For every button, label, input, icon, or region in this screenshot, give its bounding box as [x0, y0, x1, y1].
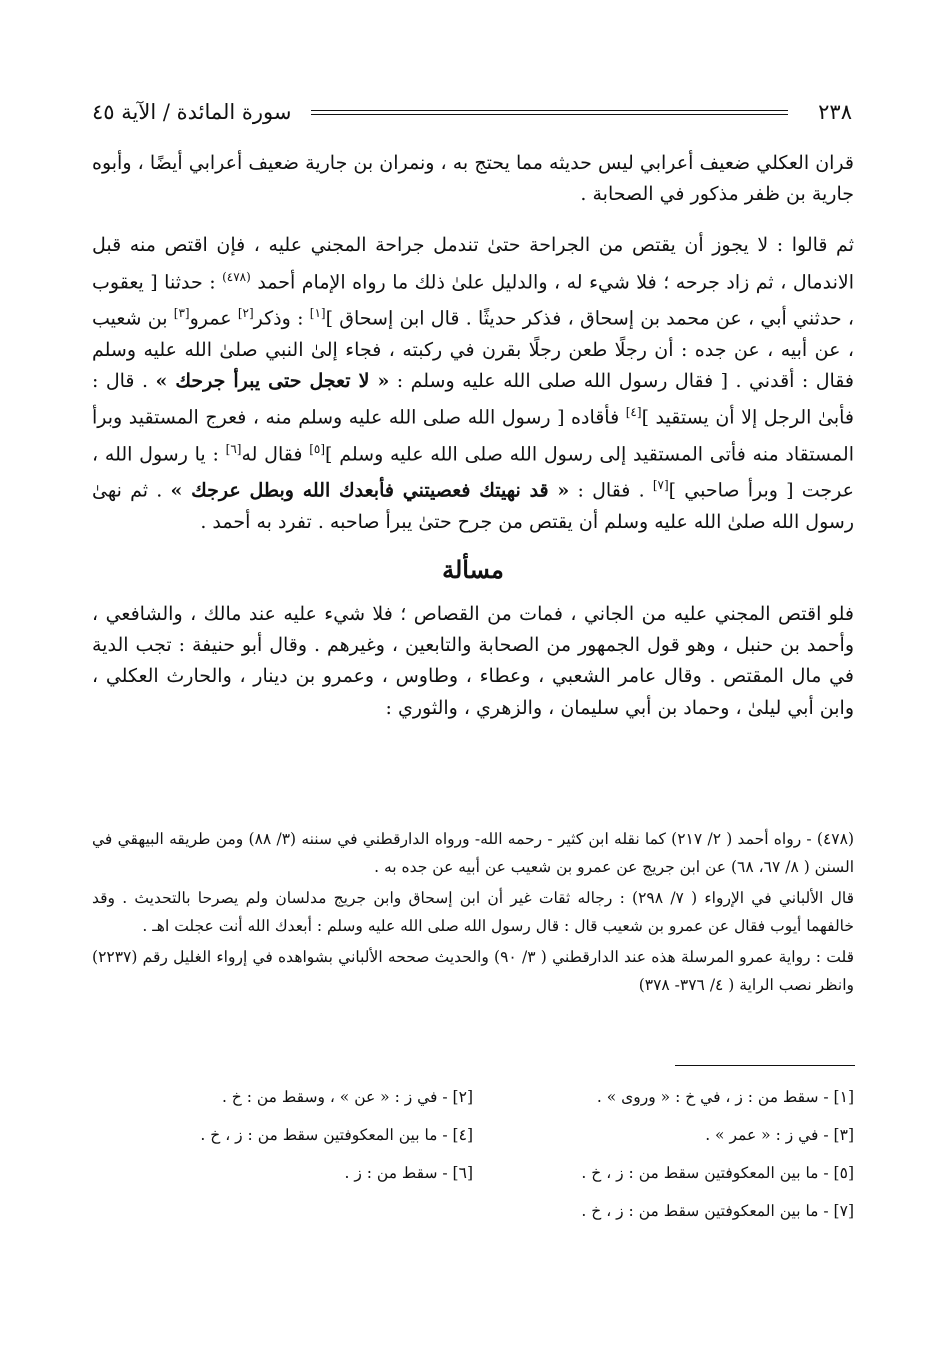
ref-7: [٧]	[652, 478, 669, 493]
page-header	[92, 92, 852, 132]
para2-part-k: . ثم نهىٰ رسول الله صلىٰ الله عليه وسلم أن يقتص من جرح حتىٰ يبرأ صاحبه . تفرد به أحمد .	[92, 479, 854, 533]
paragraph-3: فلو اقتص المجني عليه من الجاني ، فمات من القصاص ؛ فلا شيء عليه عند مالك ، والشافعي ، وأحمد بن حنبل ، وهو قول الجمهور من الصحابة والتابعين ، وغيرهم . وقال أبو حنيفة : تجب الدية في مال المقتص . وقال عامر الشعبي ، وعطاء ، وطاوس ، وعمرو بن دينار ، والحارث العكلي ، وابن أبي ليلىٰ ، وحماد بن أبي سليمان ، والزهري ، والثوري :	[92, 603, 854, 719]
note-2: [٢] - في ز : « عن » ، وسقط من : خ .	[221, 1088, 473, 1106]
note-5: [٥] - ما بين المعكوفتين سقط من : ز ، خ .	[581, 1164, 854, 1182]
para2-part-i: : يا رسول الله ، عرجت [ وبرأ صاحبي ]	[92, 442, 854, 502]
footnote-note: قلت : رواية عمرو المرسلة هذه عند الدارقطني ( ٣/ ٩٠) والحديث صححه الألباني بشواهده في إرواء الغليل رقم (٢٢٣٧) وانظر نصب الراية ( ٤/ ٣٧٦- ٣٧٨)	[92, 948, 854, 994]
running-title: سورة المائدة / الآية ٤٥	[92, 100, 292, 124]
hadith-quote-2: « قد نهيتك فعصيتني فأبعدك الله وبطل عرجك »	[170, 479, 570, 502]
ref-478: (٤٧٨)	[222, 269, 251, 284]
manuscript-notes	[92, 1080, 854, 1228]
para2-part-h: فقال له	[241, 442, 303, 465]
hadith-quote-1: « لا تعجل حتى يبرأ جرحك »	[155, 369, 390, 392]
footnote-478: (٤٧٨) - رواه أحمد ( ٢/ ٢١٧) كما نقله ابن كثير - رحمه الله- ورواه الدارقطني في سننه (٣/ ٨٨) ومن طريقه البيهقي في السنن ( ٨/ ٦٧، ٦٨) عن ابن جريج عن عمرو بن شعيب عن أبيه عن جده به .	[92, 830, 854, 876]
ref-4: [٤]	[625, 405, 642, 420]
ref-3: [٣]	[173, 306, 190, 321]
header-rule	[311, 110, 788, 115]
para2-part-j: . فقال :	[577, 479, 645, 502]
para2-part-g: فأقاده [ رسول الله صلى الله عليه وسلم منه ، فعرج المستقيد وبرأ المستقاد منه فأتى المستقيد إلى رسول الله صلى الله عليه وسلم ]	[92, 406, 854, 465]
ref-5: [٥]	[309, 441, 326, 456]
notes-divider	[675, 1065, 855, 1066]
section-heading: مسألة	[442, 554, 504, 584]
para2-part-b: : حدثنا [ يعقوب ، حدثني أبي ، عن محمد بن إسحاق ، فذكر حديثًا . قال ابن إسحاق ]	[92, 270, 854, 330]
ref-6: [٦]	[225, 441, 242, 456]
note-1: [١] - سقط من : ز ، في خ : « وروى » .	[596, 1088, 854, 1106]
note-4: [٤] - ما بين المعكوفتين سقط من : ز ، خ .	[200, 1126, 473, 1144]
ref-1: [١]	[309, 306, 326, 321]
note-6: [٦] - سقط من : ز .	[344, 1164, 473, 1182]
para2-part-d: عمرو	[189, 307, 232, 330]
note-7: [٧] - ما بين المعكوفتين سقط من : ز ، خ .	[581, 1202, 854, 1220]
para2-part-c: : وذكر	[253, 307, 304, 330]
para2-part-a: ثم قالوا : لا يجوز أن يقتص من الجراحة حتىٰ تندمل جراحة المجني عليه ، فإن اقتص منه قبل الاندمال ، ثم زاد جرحه ؛ فلا شيء له ، والدليل علىٰ ذلك ما رواه الإمام أحمد	[92, 234, 854, 293]
main-text	[92, 148, 854, 724]
page-number: ٢٣٨	[818, 100, 852, 124]
note-3: [٣] - في ز : « عمر » .	[705, 1126, 854, 1144]
footnote-albani: قال الألباني في الإرواء ( ٧/ ٢٩٨) : رجاله ثقات غير أن ابن إسحاق وابن جريج مدلسان ولم يصرحا بالتحديث . وقد خالفهما أيوب فقال عن عمرو بن شعيب قال : قال رسول الله صلى الله عليه وسلم : أبعدك الله أنت عجلت اهـ .	[92, 889, 854, 935]
paragraph-2	[92, 230, 854, 537]
ref-2: [٢]	[237, 306, 254, 321]
footnotes	[92, 826, 854, 1003]
paragraph-1: قران العكلي ضعيف أعرابي ليس حديثه مما يحتج به ، ونمران بن جارية ضعيف أعرابي أيضًا ، وأبوه جارية بن ظفر مذكور في الصحابة .	[92, 152, 854, 206]
para2-part-e: بن شعيب ، عن أبيه ، عن جده : أن رجلًا طعن رجلًا بقرن في ركبته ، فجاء إلىٰ النبي صلىٰ الله عليه وسلم فقال : أقدني . [ فقال رسول الله صلى الله عليه وسلم :	[92, 307, 855, 392]
para2-part-f: . قال : فأبىٰ الرجل إلا أن يستقيد ]	[92, 369, 854, 429]
